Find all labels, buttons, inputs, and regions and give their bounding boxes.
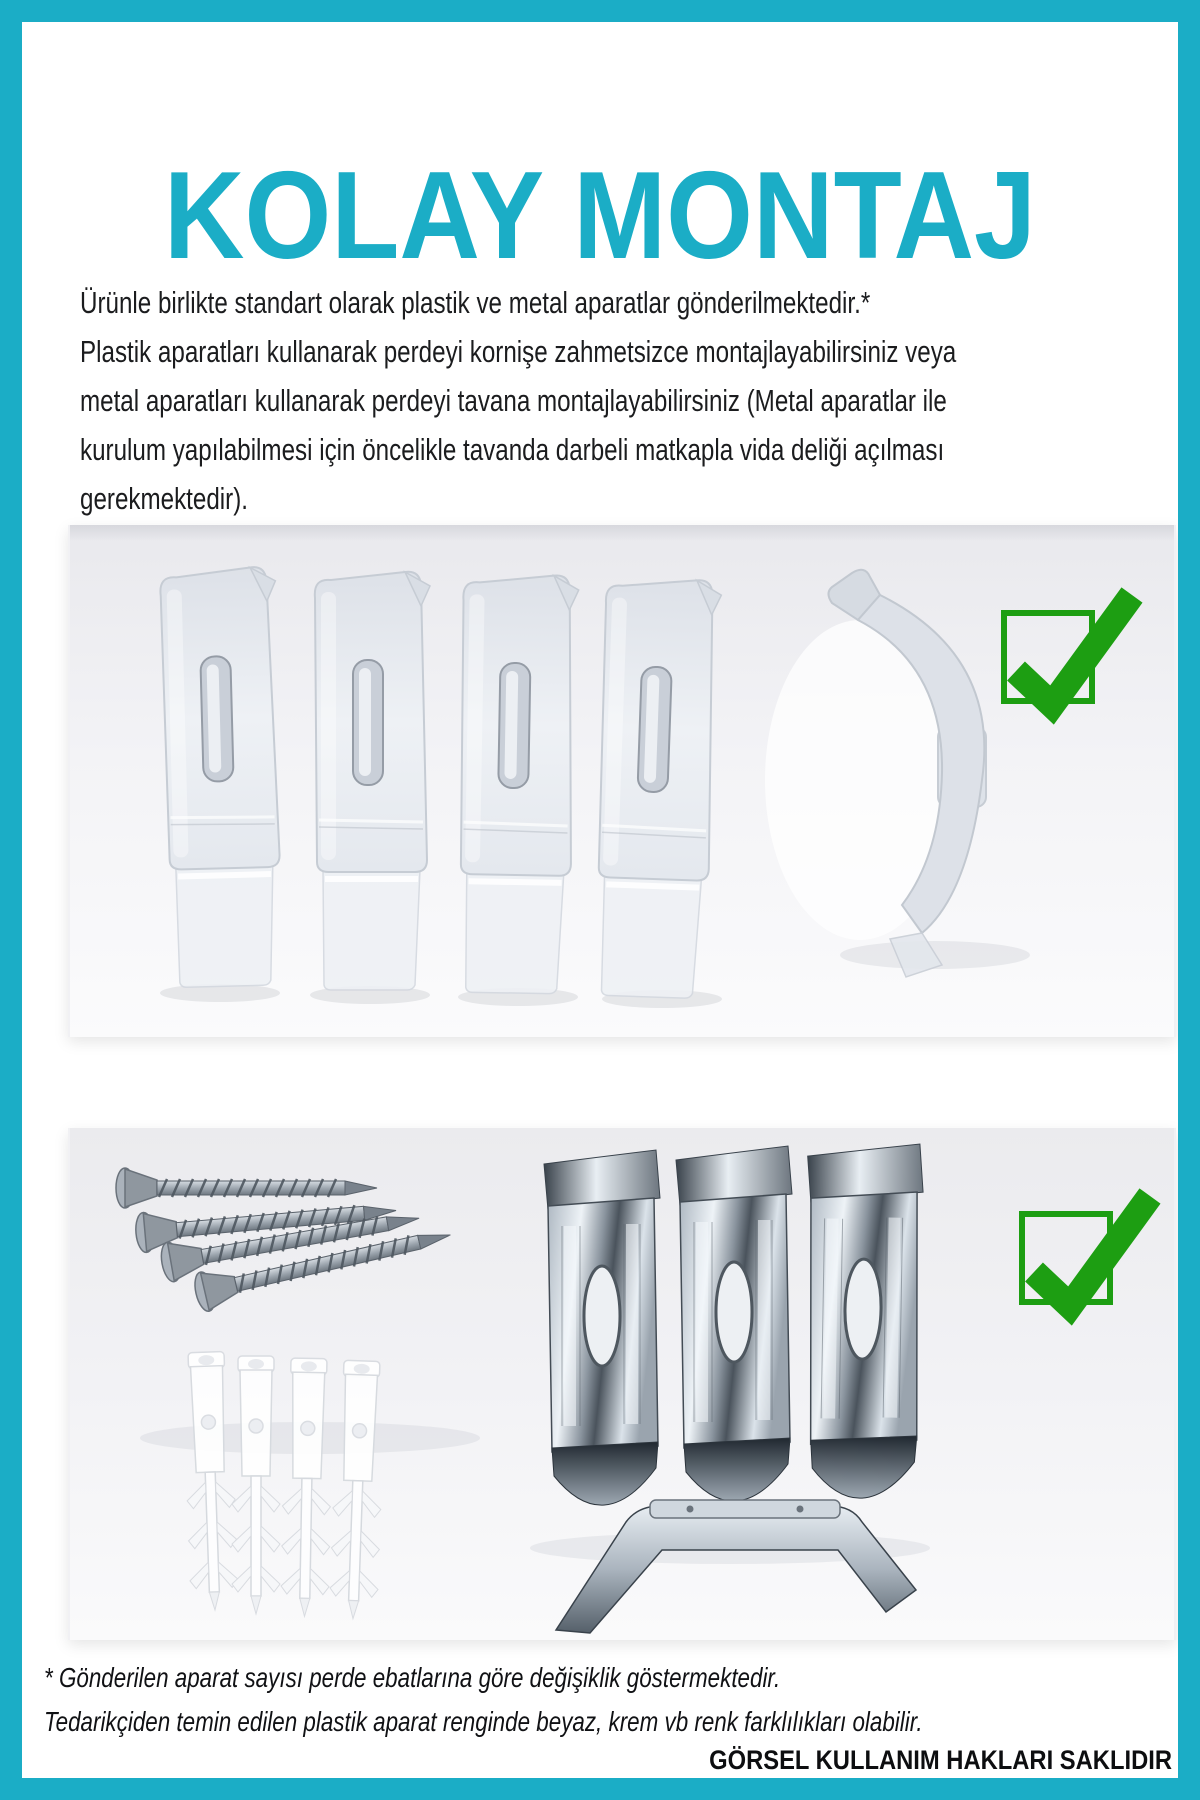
plastic-apparatus-illustration bbox=[68, 525, 1176, 1037]
plastic-apparatus-photo bbox=[68, 525, 1176, 1037]
metal-apparatus-photo bbox=[68, 1128, 1176, 1640]
intro-paragraph bbox=[80, 278, 1158, 523]
footnote-apparatus-count: * Gönderilen aparat sayısı perde ebatlarına göre değişiklik göstermektedir. bbox=[44, 1662, 781, 1693]
footnotes bbox=[44, 1656, 1142, 1744]
intro-line: gerekmektedir). bbox=[80, 481, 248, 516]
plastic-bracket bbox=[160, 567, 286, 988]
photo-top-shade bbox=[70, 525, 1174, 541]
intro-line: metal aparatları kullanarak perdeyi tavana montajlayabilirsiniz (Metal aparatlar ile bbox=[80, 383, 947, 418]
metal-bracket bbox=[676, 1146, 792, 1501]
metal-bracket bbox=[802, 1142, 924, 1499]
footnote-color-variation: Tedarikçiden temin edilen plastik aparat renginde beyaz, krem vb renk farklılıkları olabilir. bbox=[44, 1706, 923, 1737]
page-title: KOLAY MONTAJ bbox=[163, 147, 1037, 285]
plastic-bracket bbox=[456, 574, 578, 994]
metal-apparatus-illustration bbox=[68, 1128, 1176, 1640]
intro-line: Ürünle birlikte standart olarak plastik ve metal aparatlar gönderilmektedir.* bbox=[80, 285, 871, 320]
metal-bracket bbox=[544, 1150, 660, 1505]
intro-line: Plastik aparatları kullanarak perdeyi kornişe zahmetsizce montajlayabilirsiniz veya bbox=[80, 334, 957, 369]
intro-line: kurulum yapılabilmesi için öncelikle tavanda darbeli matkapla vida deliği açılması bbox=[80, 432, 945, 467]
plastic-bracket bbox=[315, 572, 430, 990]
rights-notice: GÖRSEL KULLANIM HAKLARI SAKLIDIR bbox=[709, 1745, 1172, 1775]
